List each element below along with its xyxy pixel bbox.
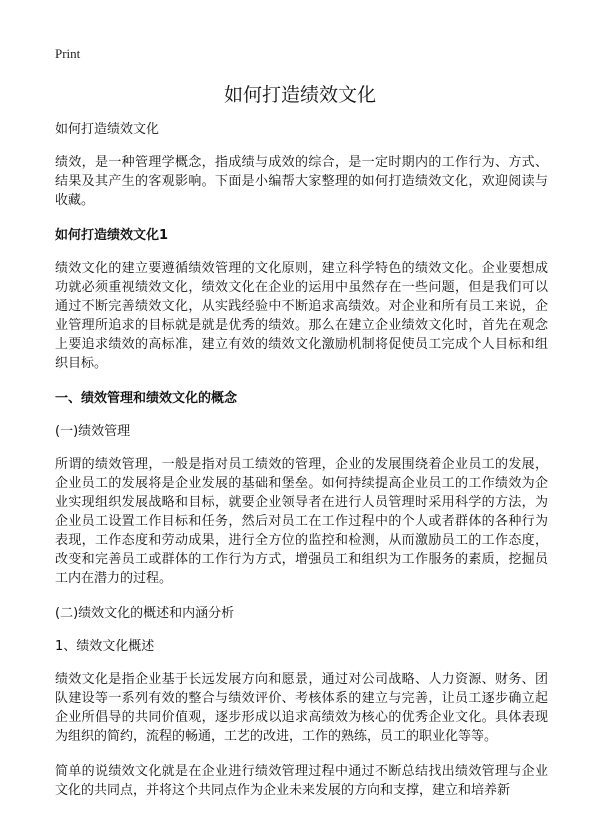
part1-sub2-item-1: 1、绩效文化概述 bbox=[55, 639, 155, 654]
section1-paragraph: 绩效文化的建立要遵循绩效管理的文化原则，建立科学特色的绩效文化。企业要想成功就必须重视绩效文化，绩效文化在企业的运用中虽然存在一些问题，但是我们可以通过不断完善绩效文化，从实践经验中不断追求高绩效。对企业和所有员工来说，企业管理所追求的目标就是就是优秀的绩效。那么在建立企业绩效文化时，首先在观念上要追求绩效的高标准，建立有效的绩效文化激励机制将促使员工完成个人目标和组织目标。 bbox=[55, 261, 548, 371]
part1-sub1-paragraph: 所谓的绩效管理，一般是指对员工绩效的管理，企业的发展围绕着企业员工的发展，企业员工的发展将是企业发展的基础和堡垒。如何持续提高企业员工的工作绩效为企业实现组织发展战略和目标，就要企业领导者在进行人员管理时采用科学的方法，为企业员工设置工作目标和任务，然后对员工在工作过程中的个人或者群体的各种行为表现，工作态度和劳动成果，进行全方位的监控和检测，从而激励员工的工作态度，改变和完善员工或群体的工作行为方式，增强员工和组织为工作服务的素质，挖掘员工内在潜力的过程。 bbox=[55, 457, 548, 586]
document-body bbox=[55, 120, 548, 814]
part1-sub2-paragraph-2: 简单的说绩效文化就是在企业进行绩效管理过程中通过不断总结找出绩效管理与企业文化的共同点，并将这个共同点作为企业未来发展的方向和支撑，建立和培养新 bbox=[55, 764, 548, 798]
document-title: 如何打造绩效文化 bbox=[223, 84, 376, 106]
document-subtitle: 如何打造绩效文化 bbox=[55, 122, 160, 137]
print-label: Print bbox=[55, 46, 81, 61]
section1-heading: 如何打造绩效文化1 bbox=[55, 228, 169, 243]
part1-subheading-2: (二)绩效文化的概述和内涵分析 bbox=[55, 606, 235, 621]
part1-subheading-1: (一)绩效管理 bbox=[55, 424, 131, 439]
intro-paragraph: 绩效，是一种管理学概念，指成绩与成效的综合，是一定时期内的工作行为、方式、结果及其产生的客观影响。下面是小编帮大家整理的如何打造绩效文化，欢迎阅读与收藏。 bbox=[55, 155, 548, 208]
part1-sub2-paragraph-1: 绩效文化是指企业基于长远发展方向和愿景，通过对公司战略、人力资源、财务、团队建设等一系列有效的整合与绩效评价、考核体系的建立与完善，让员工逐步确立起企业所倡导的共同价值观，逐步形成以追求高绩效为核心的优秀企业文化。具体表现为组织的简约，流程的畅通，工艺的改进，工作的熟练，员工的职业化等等。 bbox=[55, 672, 548, 744]
part1-heading: 一、绩效管理和绩效文化的概念 bbox=[55, 391, 238, 406]
